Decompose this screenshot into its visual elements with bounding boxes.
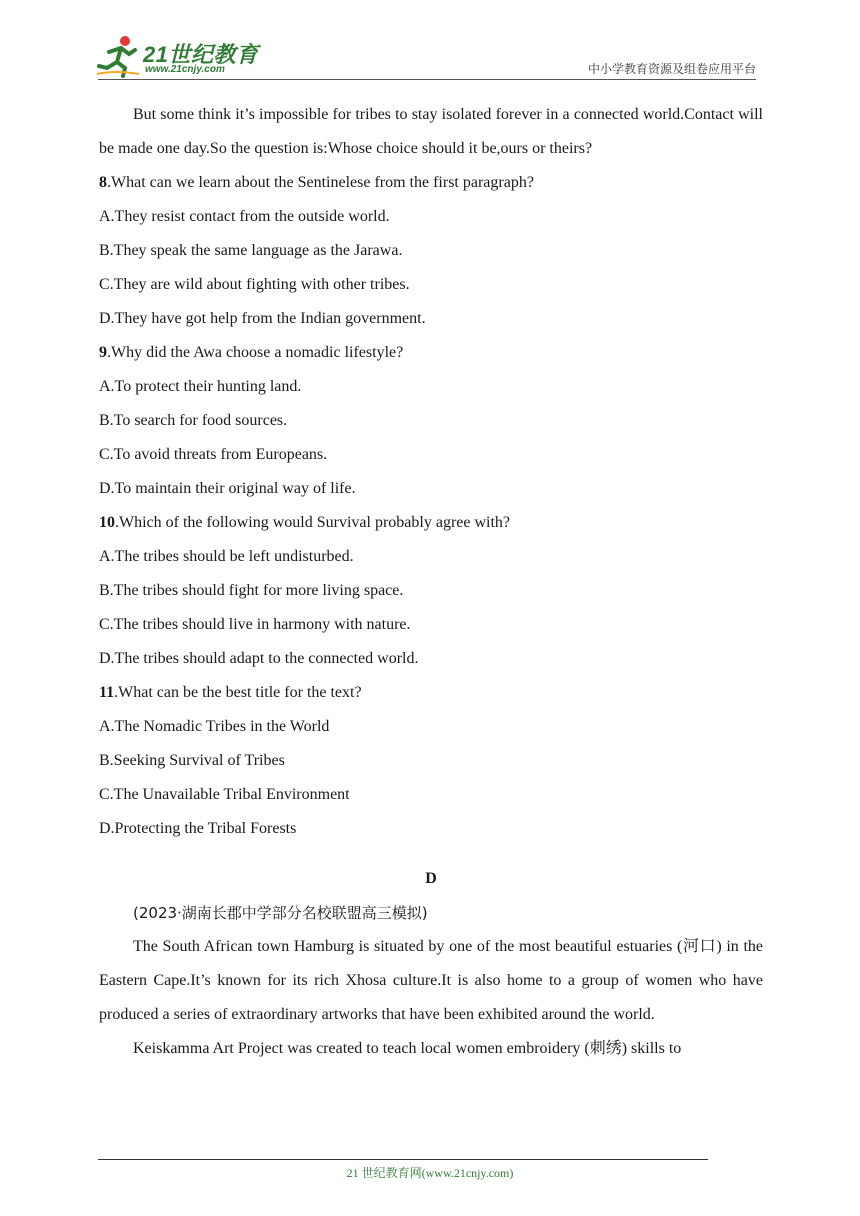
question-text: .Which of the following would Survival probably agree with? — [115, 514, 511, 531]
option-b: B.They speak the same language as the Jarawa. — [99, 242, 403, 259]
logo-url-text: www.21cnjy.com — [145, 64, 225, 75]
question-10 — [99, 506, 763, 676]
page-footer: 21 世纪教育网(www.21cnjy.com) — [346, 1166, 514, 1180]
option-c: C.To avoid threats from Europeans. — [99, 446, 328, 463]
question-number: 9 — [99, 344, 107, 361]
option-b: B.The tribes should fight for more living space. — [99, 582, 404, 599]
question-9 — [99, 336, 763, 506]
option-d: D.To maintain their original way of life. — [99, 480, 356, 497]
passage-paragraph: The South African town Hamburg is situated by one of the most beautiful estuaries (河口) in the Eastern Cape.It’s known for its rich Xhosa culture.It is also home to a group of women who have produced a series of extraordinary artworks that have been exhibited around the world. — [99, 938, 763, 1023]
option-b: B.To search for food sources. — [99, 412, 288, 429]
site-logo[interactable] — [95, 34, 265, 78]
page-header — [0, 0, 860, 82]
document-body — [99, 98, 763, 1066]
section-title: D — [425, 870, 437, 887]
question-number: 11 — [99, 684, 115, 701]
header-tagline: 中小学教育资源及组卷应用平台 — [587, 62, 756, 76]
footer-divider — [98, 1159, 708, 1160]
option-a: A.The tribes should be left undisturbed. — [99, 548, 354, 565]
question-text: .Why did the Awa choose a nomadic lifestyle? — [107, 344, 404, 361]
option-c: C.They are wild about fighting with other tribes. — [99, 276, 410, 293]
option-d: D.They have got help from the Indian government. — [99, 310, 426, 327]
question-number: 10 — [99, 514, 115, 531]
option-a: A.They resist contact from the outside world. — [99, 208, 390, 225]
option-a: A.To protect their hunting land. — [99, 378, 302, 395]
question-number: 8 — [99, 174, 107, 191]
question-8 — [99, 166, 763, 336]
question-stem — [99, 166, 763, 200]
question-stem — [99, 676, 763, 710]
question-11 — [99, 676, 763, 846]
option-d: D.Protecting the Tribal Forests — [99, 820, 297, 837]
source-note: (2023·湖南长郡中学部分名校联盟高三模拟) — [133, 904, 428, 922]
passage-paragraph: Keiskamma Art Project was created to teach local women embroidery (刺绣) skills to — [133, 1040, 682, 1057]
runner-logo-icon — [95, 34, 143, 78]
header-divider — [98, 79, 756, 80]
question-text: .What can be the best title for the text? — [114, 684, 362, 701]
logo-brand-text: 21世纪教育 — [143, 42, 259, 67]
option-a: A.The Nomadic Tribes in the World — [99, 718, 330, 735]
question-stem — [99, 506, 763, 540]
passage-paragraph: But some think it’s impossible for tribes to stay isolated forever in a connected world.Contact will be made one day.So the question is:Whose choice should it be,ours or theirs? — [99, 106, 763, 157]
option-c: C.The tribes should live in harmony with nature. — [99, 616, 411, 633]
option-b: B.Seeking Survival of Tribes — [99, 752, 285, 769]
option-d: D.The tribes should adapt to the connected world. — [99, 650, 419, 667]
option-c: C.The Unavailable Tribal Environment — [99, 786, 350, 803]
question-stem — [99, 336, 763, 370]
question-text: .What can we learn about the Sentinelese from the first paragraph? — [107, 174, 534, 191]
